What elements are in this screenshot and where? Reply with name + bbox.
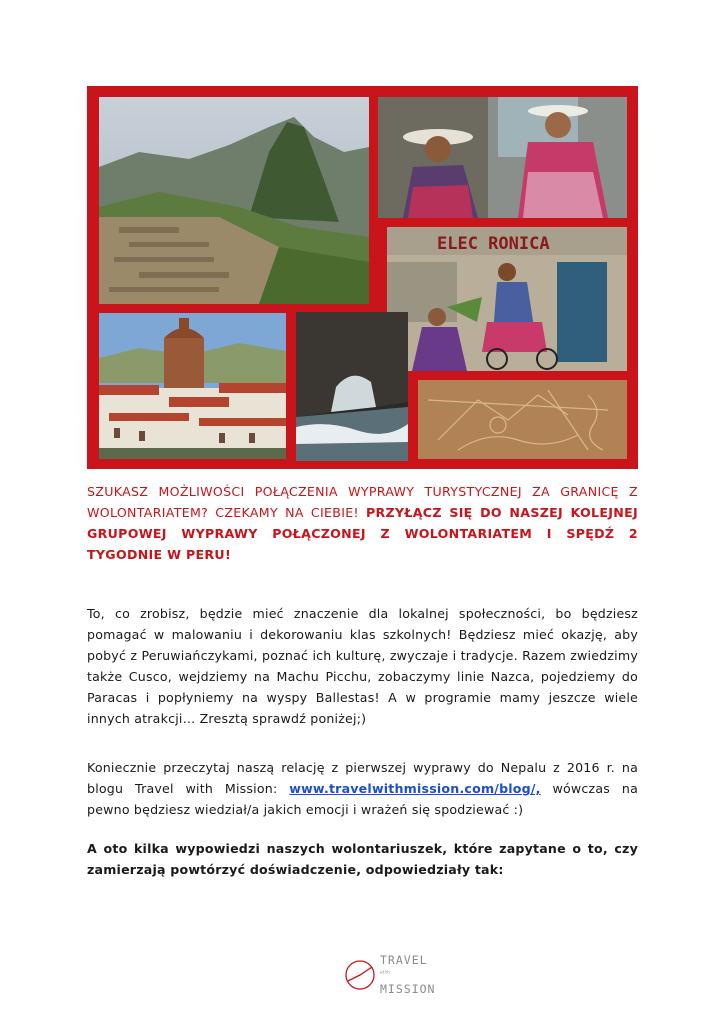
- blog-paragraph: [87, 757, 638, 820]
- travel-with-mission-logo: [343, 953, 438, 997]
- compass-icon: [343, 955, 377, 995]
- logo-small-text: with: [380, 969, 390, 974]
- logo-wordmark: [380, 955, 438, 996]
- machu-picchu-photo: [99, 97, 369, 304]
- electronica-street-photo: [387, 227, 627, 371]
- photo-collage: [87, 86, 638, 469]
- logo-line2: MISSION: [380, 982, 436, 996]
- blog-paragraph-after: wówczas na pewno będziesz wiedział/a jakich emocji i wrażeń się spodziewać :): [87, 781, 638, 817]
- intro-bold-text: PRZYŁĄCZ SIĘ DO NASZEJ KOLEJNEJ GRUPOWEJ WYPRAWY POŁĄCZONEJ Z WOLONTARIATEM I SPĘDŹ 2 TYGODNIE W PERU!: [87, 505, 638, 562]
- intro-heading: [87, 481, 638, 565]
- peruvian-women-photo: [378, 97, 627, 218]
- cusco-cathedral-photo: [99, 313, 286, 459]
- testimonials-intro: A oto kilka wypowiedzi naszych wolontariuszek, które zapytane o to, czy zamierzają powtórzyć doświadczenie, odpowiedziały tak:: [87, 841, 638, 877]
- intro-plain-text: SZUKASZ MOŻLIWOŚCI POŁĄCZENIA WYPRAWY TURYSTYCZNEJ ZA GRANICĘ Z WOLONTARIATEM? CZEKAMY NA CIEBIE!: [87, 484, 638, 520]
- program-paragraph: To, co zrobisz, będzie mieć znaczenie dla lokalnej społeczności, bo będziesz pomagać w malowaniu i dekorowaniu klas szkolnych! Będziesz mieć okazję, aby pobyć z Peruwiańczykami, poznać ich kulturę, zwyczaje i tradycje. Razem zwiedzimy także Cusco, wejdziemy na Machu Picchu, zobaczymy linie Nazca, pojedziemy do Paracas i popłyniemy na wyspy Ballestas! A w programie mamy jeszcze wiele innych atrakcji… Zresztą sprawdź poniżej;): [87, 606, 638, 726]
- blog-paragraph-before: Koniecznie przeczytaj naszą relację z pierwszej wyprawy do Nepalu z 2016 r. na blogu Travel with Mission:: [87, 760, 638, 796]
- blog-link[interactable]: www.travelwithmission.com/blog/,: [289, 781, 541, 796]
- sea-arch-photo: [296, 312, 408, 461]
- logo-line1: TRAVEL: [380, 953, 428, 967]
- shop-sign-text: ELEC RONICA: [437, 234, 550, 254]
- nazca-lines-photo: [418, 380, 627, 459]
